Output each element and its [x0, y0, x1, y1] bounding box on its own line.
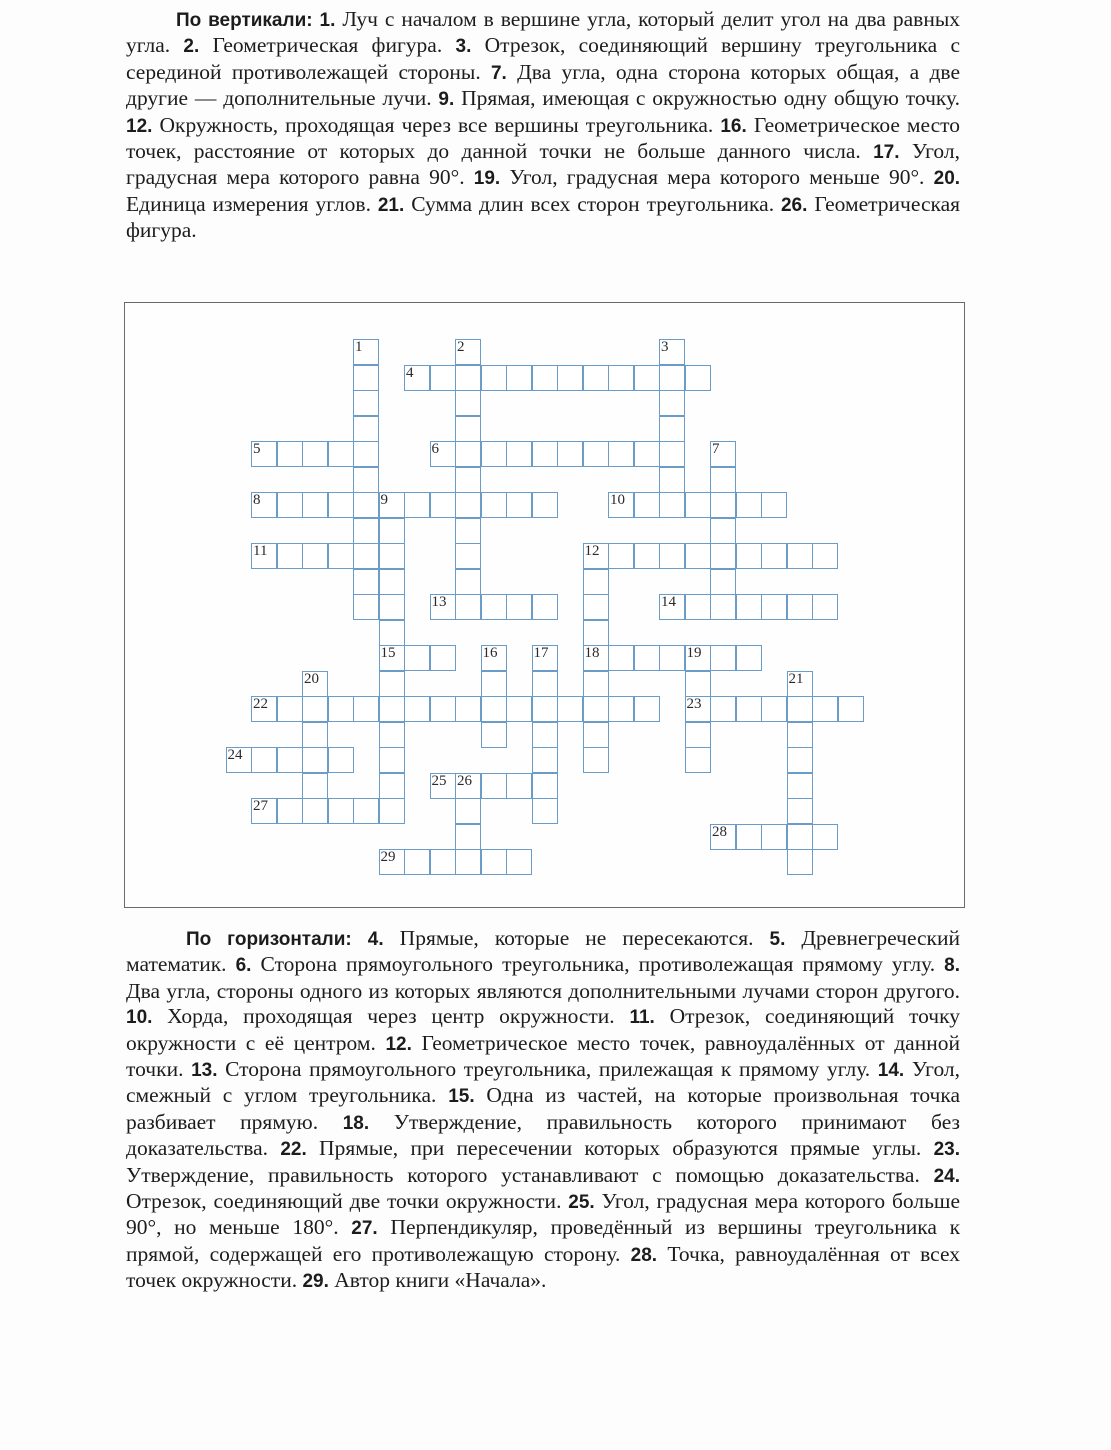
vertical-clue-text: Окружность, проходящая через все вершины треугольника.	[159, 112, 714, 137]
vertical-clue-text: Геометрическая фигура.	[126, 191, 961, 243]
crossword-cell[interactable]	[506, 594, 532, 620]
crossword-cell[interactable]	[634, 543, 660, 569]
cell-number: 1	[355, 339, 363, 355]
crossword-cell[interactable]	[430, 849, 456, 875]
crossword-cell[interactable]	[251, 747, 277, 773]
crossword-cell[interactable]	[506, 441, 532, 467]
cell-number: 21	[788, 670, 804, 687]
crossword-cell[interactable]	[659, 543, 685, 569]
crossword-grid	[124, 302, 965, 908]
crossword-cell[interactable]	[710, 441, 736, 467]
horizontal-clue-text: Прямые, которые не пересекаются.	[399, 926, 754, 950]
crossword-cell[interactable]	[659, 645, 685, 671]
horizontal-clue-number: 28.	[630, 1244, 658, 1266]
crossword-cell[interactable]	[455, 773, 481, 799]
crossword-cell[interactable]	[787, 543, 813, 569]
crossword-cell[interactable]	[455, 594, 481, 620]
vertical-clue-number: 17.	[873, 142, 900, 164]
crossword-cell[interactable]	[353, 569, 379, 595]
cell-number: 5	[253, 441, 261, 457]
horizontal-clue-text: Автор книги «Начала».	[334, 1268, 547, 1293]
cell-number: 10	[610, 492, 625, 508]
crossword-cell[interactable]	[481, 671, 507, 697]
crossword-cell[interactable]	[379, 722, 405, 748]
crossword-cell[interactable]	[455, 339, 481, 365]
vertical-clue-text: Луч с началом в вершине угла, который делит угол на два равных угла.	[126, 7, 961, 58]
crossword-cell[interactable]	[659, 467, 685, 493]
horizontal-clue-number: 12.	[385, 1033, 412, 1055]
crossword-cell[interactable]	[634, 696, 660, 722]
cell-number: 15	[380, 645, 396, 661]
vertical-clue-text: Геометрическая фигура.	[212, 33, 443, 58]
crossword-cell[interactable]	[353, 416, 379, 442]
crossword-cell[interactable]	[685, 722, 711, 748]
crossword-cell[interactable]	[710, 569, 736, 595]
crossword-cell[interactable]	[379, 696, 405, 722]
crossword-cell[interactable]	[506, 365, 532, 391]
crossword-cell[interactable]	[787, 696, 813, 722]
crossword-cell[interactable]	[659, 339, 685, 365]
crossword-cell[interactable]	[455, 543, 481, 569]
crossword-cell[interactable]	[455, 569, 481, 595]
crossword-cell[interactable]	[685, 543, 711, 569]
crossword-cell[interactable]	[787, 594, 813, 620]
crossword-cell[interactable]	[583, 696, 609, 722]
horizontal-clue-number: 11.	[629, 1007, 655, 1029]
crossword-cell[interactable]	[379, 518, 405, 544]
horizontal-clue-number: 15.	[448, 1086, 475, 1108]
crossword-cell[interactable]	[251, 696, 277, 722]
cell-number: 22	[253, 696, 268, 712]
crossword-cell[interactable]	[838, 696, 864, 722]
crossword-cell[interactable]	[761, 824, 787, 850]
cell-number: 7	[712, 441, 720, 457]
crossword-cell[interactable]	[583, 569, 609, 595]
crossword-cell[interactable]	[404, 645, 430, 671]
crossword-cell[interactable]	[583, 594, 609, 620]
crossword-cell[interactable]	[634, 441, 660, 467]
crossword-cell[interactable]	[404, 849, 430, 875]
crossword-cell[interactable]	[455, 441, 481, 467]
cell-number: 12	[584, 543, 600, 559]
crossword-cell[interactable]	[251, 798, 277, 824]
vertical-clue-number: 20.	[933, 168, 961, 190]
crossword-cell[interactable]	[532, 671, 558, 697]
horizontal-clue-number: 22.	[280, 1139, 307, 1161]
crossword-cell[interactable]	[379, 645, 405, 671]
crossword-cell[interactable]	[353, 365, 379, 391]
crossword-cell[interactable]	[787, 798, 813, 824]
vertical-clue-text: Прямая, имеющая с окружностью одну общую точку.	[461, 86, 961, 111]
crossword-cell[interactable]	[430, 441, 456, 467]
crossword-cell[interactable]	[583, 441, 609, 467]
horizontal-clue-number: 23.	[933, 1139, 961, 1161]
horizontal-clue-text: Сторона прямоугольного треугольника, противолежащая прямому углу.	[260, 952, 936, 977]
crossword-cell[interactable]	[761, 543, 787, 569]
crossword-cell[interactable]	[277, 696, 303, 722]
crossword-cell[interactable]	[532, 696, 558, 722]
cell-number: 8	[253, 492, 261, 508]
horizontal-clue-text: Геометрическое место точек, равноудалённых от данной точки.	[126, 1030, 960, 1082]
crossword-cell[interactable]	[710, 645, 736, 671]
crossword-cell[interactable]	[379, 492, 405, 518]
crossword-cell[interactable]	[481, 365, 507, 391]
crossword-cell[interactable]	[634, 645, 660, 671]
crossword-cell[interactable]	[787, 671, 813, 697]
crossword-cell[interactable]	[710, 594, 736, 620]
crossword-cell[interactable]	[608, 543, 634, 569]
cell-number: 24	[227, 747, 243, 763]
horizontal-clue-number: 18.	[342, 1112, 370, 1134]
cell-number: 29	[380, 849, 396, 865]
crossword-cell[interactable]	[353, 390, 379, 416]
crossword-cell[interactable]	[353, 339, 379, 365]
crossword-cell[interactable]	[608, 696, 634, 722]
crossword-cell[interactable]	[583, 671, 609, 697]
crossword-cell[interactable]	[710, 543, 736, 569]
vertical-clue-text: Отрезок, соединяющий вершину треугольника с серединой противолежащей стороны.	[126, 33, 961, 84]
vertical-clue-text: Два угла, одна сторона которых общая, а две другие — дополнительные лучи.	[126, 59, 961, 111]
crossword-cell[interactable]	[328, 492, 354, 518]
crossword-cell[interactable]	[353, 543, 379, 569]
crossword-cell[interactable]	[736, 543, 762, 569]
crossword-cell[interactable]	[659, 441, 685, 467]
crossword-cell[interactable]	[659, 594, 685, 620]
crossword-cell[interactable]	[685, 594, 711, 620]
cell-number: 17	[533, 645, 549, 661]
crossword-cell[interactable]	[353, 518, 379, 544]
crossword-cell[interactable]	[659, 416, 685, 442]
crossword-cell[interactable]	[328, 441, 354, 467]
crossword-cell[interactable]	[353, 798, 379, 824]
crossword-cell[interactable]	[787, 849, 813, 875]
horizontal-clue-text: Точка, равноудалённая от всех точек окружности.	[126, 1241, 960, 1293]
crossword-cell[interactable]	[404, 492, 430, 518]
crossword-cell[interactable]	[761, 696, 787, 722]
crossword-cell[interactable]	[608, 492, 634, 518]
vertical-clues	[126, 7, 960, 244]
vertical-clue-text: Угол, градусная мера которого равна 90°.	[126, 139, 960, 190]
crossword-cell[interactable]	[532, 492, 558, 518]
crossword-cell[interactable]	[583, 722, 609, 748]
crossword-cell[interactable]	[685, 365, 711, 391]
crossword-cell[interactable]	[532, 747, 558, 773]
crossword-cell[interactable]	[379, 569, 405, 595]
crossword-cell[interactable]	[430, 773, 456, 799]
horizontal-clue-text: Угол, смежный с углом треугольника.	[126, 1057, 961, 1108]
crossword-cell[interactable]	[506, 492, 532, 518]
crossword-cell[interactable]	[659, 390, 685, 416]
crossword-cell[interactable]	[379, 594, 405, 620]
crossword-cell[interactable]	[736, 696, 762, 722]
crossword-cell[interactable]	[251, 441, 277, 467]
vertical-clue-text: Сумма длин всех сторон треугольника.	[411, 191, 775, 216]
horizontal-clue-text: Отрезок, соединяющий точку окружности с её центром.	[126, 1004, 961, 1055]
crossword-cell[interactable]	[455, 390, 481, 416]
cell-number: 9	[380, 492, 388, 508]
crossword-cell[interactable]	[481, 849, 507, 875]
cell-number: 19	[686, 645, 702, 661]
crossword-cell[interactable]	[583, 543, 609, 569]
horizontal-clues	[126, 926, 960, 1295]
crossword-cell[interactable]	[302, 696, 328, 722]
horizontal-clue-number: 6.	[235, 955, 252, 977]
crossword-cell[interactable]	[608, 365, 634, 391]
crossword-cell[interactable]	[481, 696, 507, 722]
crossword-cell[interactable]	[455, 798, 481, 824]
crossword-cell[interactable]	[761, 492, 787, 518]
crossword-cell[interactable]	[455, 467, 481, 493]
crossword-cell[interactable]	[353, 492, 379, 518]
vertical-clue-number: 26.	[780, 194, 808, 216]
horizontal-clue-number: 8.	[944, 955, 960, 977]
crossword-cell[interactable]	[481, 594, 507, 620]
crossword-cell[interactable]	[430, 645, 456, 671]
crossword-cell[interactable]	[379, 849, 405, 875]
vertical-clue-number: 1.	[319, 10, 336, 31]
crossword-cell[interactable]	[353, 441, 379, 467]
horizontal-clue-number: 5.	[769, 929, 786, 950]
crossword-cell[interactable]	[787, 747, 813, 773]
horizontal-clue-text: Одна из частей, на которые произвольная точка разбивает прямую.	[126, 1083, 960, 1134]
vertical-heading: По вертикали:	[176, 10, 313, 31]
crossword-cell[interactable]	[455, 416, 481, 442]
horizontal-clue-text: Перпендикуляр, проведённый из вершины треугольника к прямой, содержащей его противолежащую сторону.	[126, 1215, 961, 1266]
vertical-clue-text: Геометрическое место точек, расстояние от которых до данной точки не больше данного числа.	[126, 112, 961, 164]
cell-number: 2	[457, 339, 465, 355]
crossword-cell[interactable]	[583, 645, 609, 671]
crossword-cell[interactable]	[353, 594, 379, 620]
crossword-cell[interactable]	[659, 365, 685, 391]
crossword-cell[interactable]	[277, 747, 303, 773]
crossword-cell[interactable]	[685, 492, 711, 518]
crossword-cell[interactable]	[353, 467, 379, 493]
crossword-cell[interactable]	[634, 492, 660, 518]
cell-number: 13	[431, 594, 447, 610]
crossword-cell[interactable]	[532, 594, 558, 620]
vertical-clue-number: 19.	[473, 168, 501, 190]
cell-number: 20	[304, 670, 319, 687]
crossword-cell[interactable]	[277, 441, 303, 467]
cell-number: 3	[661, 339, 669, 355]
crossword-cell[interactable]	[532, 773, 558, 799]
crossword-cell[interactable]	[710, 696, 736, 722]
crossword-cell[interactable]	[302, 798, 328, 824]
crossword-cell[interactable]	[302, 773, 328, 799]
crossword-cell[interactable]	[532, 645, 558, 671]
crossword-cell[interactable]	[710, 467, 736, 493]
crossword-cell[interactable]	[583, 747, 609, 773]
horizontal-clue-text: Угол, градусная мера которого больше 90°, но меньше 180°.	[126, 1189, 960, 1240]
vertical-clue-text: Единица измерения углов.	[126, 191, 371, 216]
crossword-cell[interactable]	[251, 492, 277, 518]
crossword-cell[interactable]	[557, 441, 583, 467]
crossword-cell[interactable]	[532, 722, 558, 748]
vertical-clue-text: Угол, градусная мера которого меньше 90°.	[509, 165, 925, 190]
crossword-cell[interactable]	[710, 492, 736, 518]
crossword-cell[interactable]	[328, 543, 354, 569]
vertical-clue-number: 9.	[438, 89, 455, 111]
crossword-cell[interactable]	[353, 696, 379, 722]
vertical-clue-number: 7.	[490, 62, 507, 84]
horizontal-clue-text: Сторона прямоугольного треугольника, прилежащая к прямому углу.	[225, 1057, 871, 1082]
crossword-cell[interactable]	[302, 543, 328, 569]
crossword-cell[interactable]	[787, 824, 813, 850]
crossword-cell[interactable]	[557, 365, 583, 391]
crossword-cell[interactable]	[685, 671, 711, 697]
crossword-cell[interactable]	[532, 365, 558, 391]
crossword-cell[interactable]	[277, 492, 303, 518]
crossword-cell[interactable]	[481, 645, 507, 671]
cell-number: 27	[253, 798, 268, 814]
crossword-cell[interactable]	[328, 798, 354, 824]
horizontal-clue-text: Древнегреческий математик.	[126, 926, 961, 977]
crossword-cell[interactable]	[685, 645, 711, 671]
crossword-cell[interactable]	[710, 518, 736, 544]
crossword-cell[interactable]	[506, 696, 532, 722]
crossword-cell[interactable]	[506, 773, 532, 799]
crossword-cell[interactable]	[812, 696, 838, 722]
crossword-cell[interactable]	[685, 747, 711, 773]
vertical-clue-number: 3.	[455, 36, 472, 58]
horizontal-clue-text: Хорда, проходящая через центр окружности.	[167, 1004, 615, 1029]
crossword-cell[interactable]	[455, 696, 481, 722]
crossword-cell[interactable]	[481, 773, 507, 799]
crossword-cell[interactable]	[430, 492, 456, 518]
crossword-cell[interactable]	[404, 365, 430, 391]
cell-number: 26	[457, 772, 472, 789]
crossword-cell[interactable]	[812, 543, 838, 569]
crossword-cell[interactable]	[481, 492, 507, 518]
horizontal-clue-text: Утверждение, правильность которого устанавливают с помощью доказательства.	[126, 1162, 920, 1187]
horizontal-clue-number: 24.	[933, 1165, 961, 1187]
crossword-cell[interactable]	[251, 543, 277, 569]
crossword-cell[interactable]	[379, 798, 405, 824]
crossword-cell[interactable]	[736, 492, 762, 518]
crossword-cell[interactable]	[557, 696, 583, 722]
horizontal-clue-number: 27.	[351, 1218, 378, 1240]
cell-number: 4	[406, 364, 414, 381]
horizontal-clue-text: Утверждение, правильность которого принимают без доказательства.	[126, 1109, 961, 1161]
crossword-cell[interactable]	[455, 824, 481, 850]
crossword-cell[interactable]	[455, 518, 481, 544]
crossword-cell[interactable]	[634, 365, 660, 391]
crossword-cell[interactable]	[736, 824, 762, 850]
crossword-cell[interactable]	[532, 798, 558, 824]
crossword-cell[interactable]	[659, 492, 685, 518]
crossword-cell[interactable]	[685, 696, 711, 722]
crossword-cell[interactable]	[302, 671, 328, 697]
cell-number: 25	[431, 772, 447, 789]
horizontal-clue-number: 4.	[367, 929, 384, 950]
horizontal-clue-number: 25.	[568, 1192, 595, 1214]
vertical-clue-number: 16.	[720, 115, 747, 137]
crossword-cell[interactable]	[455, 849, 481, 875]
crossword-cell[interactable]	[583, 365, 609, 391]
crossword-cell[interactable]	[812, 594, 838, 620]
vertical-clue-number: 12.	[126, 115, 153, 137]
crossword-cell[interactable]	[812, 824, 838, 850]
crossword-cell[interactable]	[455, 492, 481, 518]
cell-number: 16	[482, 645, 498, 661]
crossword-cell[interactable]	[277, 798, 303, 824]
horizontal-heading: По горизонтали:	[186, 929, 352, 950]
crossword-cell[interactable]	[608, 645, 634, 671]
crossword-cell[interactable]	[404, 696, 430, 722]
horizontal-clue-text: Отрезок, соединяющий две точки окружности.	[126, 1189, 562, 1214]
crossword-cell[interactable]	[379, 671, 405, 697]
crossword-cell[interactable]	[455, 365, 481, 391]
cell-number: 11	[253, 543, 268, 559]
cell-number: 18	[584, 645, 600, 661]
crossword-cell[interactable]	[736, 594, 762, 620]
crossword-cell[interactable]	[787, 722, 813, 748]
crossword-cell[interactable]	[328, 747, 354, 773]
crossword-cell[interactable]	[430, 696, 456, 722]
crossword-cell[interactable]	[226, 747, 252, 773]
crossword-cell[interactable]	[277, 543, 303, 569]
vertical-clue-number: 2.	[183, 36, 200, 58]
crossword-cell[interactable]	[302, 747, 328, 773]
cell-number: 23	[686, 696, 702, 712]
crossword-cell[interactable]	[710, 824, 736, 850]
horizontal-clue-text: Прямые, при пересечении которых образуются прямые углы.	[319, 1136, 922, 1161]
horizontal-clue-number: 10.	[126, 1007, 153, 1029]
cell-number: 28	[712, 823, 727, 840]
crossword-cell[interactable]	[302, 722, 328, 748]
crossword-cell[interactable]	[430, 594, 456, 620]
crossword-cell[interactable]	[481, 441, 507, 467]
cell-number: 6	[431, 441, 439, 457]
cell-number: 14	[661, 594, 676, 610]
crossword-cell[interactable]	[379, 543, 405, 569]
crossword-cell[interactable]	[761, 594, 787, 620]
crossword-cell[interactable]	[506, 849, 532, 875]
crossword-cell[interactable]	[608, 441, 634, 467]
vertical-clue-number: 21.	[377, 194, 405, 216]
crossword-cell[interactable]	[532, 441, 558, 467]
crossword-cell[interactable]	[787, 773, 813, 799]
horizontal-clue-text: Два угла, стороны одного из которых являются дополнительными лучами сторон другого.	[126, 978, 960, 1003]
horizontal-clue-number: 29.	[302, 1271, 329, 1293]
crossword-cell[interactable]	[736, 645, 762, 671]
crossword-cell[interactable]	[379, 773, 405, 799]
crossword-cell[interactable]	[379, 747, 405, 773]
crossword-cell[interactable]	[328, 696, 354, 722]
crossword-cell[interactable]	[583, 620, 609, 646]
horizontal-clue-number: 13.	[191, 1060, 218, 1082]
crossword-cell[interactable]	[430, 365, 456, 391]
horizontal-clue-number: 14.	[877, 1060, 905, 1082]
crossword-cell[interactable]	[302, 492, 328, 518]
crossword-cell[interactable]	[379, 620, 405, 646]
crossword-cell[interactable]	[302, 441, 328, 467]
crossword-cell[interactable]	[481, 722, 507, 748]
